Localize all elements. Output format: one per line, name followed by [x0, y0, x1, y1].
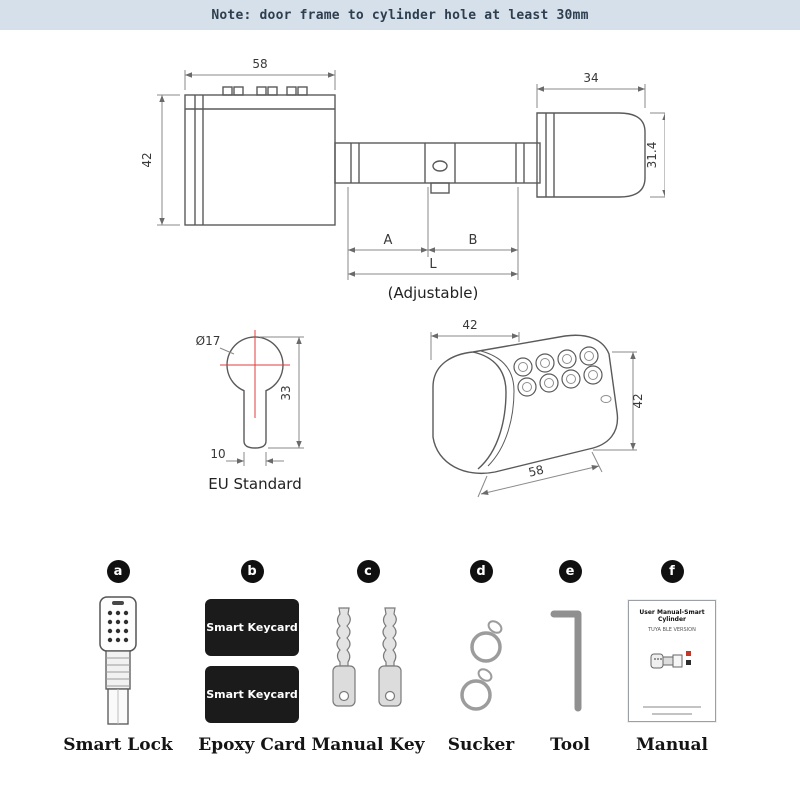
crosshair-centerlines [220, 330, 290, 418]
tool-image-area [544, 588, 596, 733]
cylinder-outline [185, 87, 645, 225]
item-letter: a [113, 564, 123, 579]
cylinder-technical-drawing [135, 52, 665, 307]
item-label: Tool [550, 735, 590, 755]
dim-stem-width: 10 [210, 447, 226, 461]
dim-knob-top-width: 42 [462, 318, 478, 332]
smart-lock-icon [80, 594, 156, 728]
allen-wrench-icon [544, 605, 596, 717]
dim-knob-length: 58 [527, 462, 546, 480]
eu-standard-label: EU Standard [208, 475, 302, 493]
eu-profile-drawing [180, 318, 360, 503]
sucker-image-area [433, 588, 529, 733]
manual-fineprint-bar [643, 706, 701, 708]
package-item-manual-key [310, 560, 426, 755]
manual-key-image-area [316, 588, 420, 733]
package-item-epoxy-card [192, 560, 312, 755]
manual-cover-image [649, 645, 695, 677]
package-item-manual [612, 560, 732, 755]
item-label: Manual Key [311, 735, 425, 755]
item-letter-badge [107, 560, 130, 583]
item-letter: b [247, 564, 257, 579]
item-letter: c [364, 564, 372, 579]
keycard-text: Smart Keycard [206, 620, 298, 634]
package-item-tool [534, 560, 606, 755]
smart-lock-image-area [80, 588, 156, 733]
item-letter: f [669, 564, 675, 579]
note-banner [0, 0, 800, 30]
item-letter-badge [470, 560, 493, 583]
item-label: Epoxy Card [198, 735, 306, 755]
note-text: Note: door frame to cylinder hole at least 30mm [211, 7, 589, 23]
dimension-lines [157, 70, 665, 280]
keycard-text: Smart Keycard [206, 687, 298, 701]
keys-icon [316, 602, 420, 720]
dim-body-height: 42 [140, 152, 154, 168]
manual-fineprint-bar [652, 713, 692, 715]
item-label: Manual [635, 735, 709, 755]
dim-l-label: L [429, 257, 437, 272]
item-letter-badge [357, 560, 380, 583]
item-letter-badge [241, 560, 264, 583]
item-letter-badge [661, 560, 684, 583]
smart-knob-drawing [415, 312, 650, 517]
manual-title: User Manual-Smart Cylinder [639, 608, 705, 623]
keycard [205, 666, 299, 723]
adjustable-label: (Adjustable) [387, 284, 479, 302]
item-letter-badge [559, 560, 582, 583]
manual-subtitle: TUYA BLE VERSION [648, 626, 696, 633]
package-item-smart-lock [58, 560, 178, 755]
package-item-sucker [428, 560, 534, 755]
item-letter: d [476, 564, 486, 579]
dim-b-label: B [468, 233, 478, 248]
item-label: Smart Lock [63, 735, 173, 755]
item-label: Sucker [447, 735, 515, 755]
keycard [205, 599, 299, 656]
manual-booklet [628, 600, 716, 722]
dim-knob-width: 34 [583, 71, 599, 85]
dim-knob-height: 31.4 [645, 141, 659, 169]
item-letter: e [565, 564, 575, 579]
epoxy-card-image-area [205, 588, 299, 733]
sucker-rings-icon [433, 605, 529, 717]
manual-image-area [628, 588, 716, 733]
dim-profile-height: 33 [279, 385, 293, 401]
dim-body-width: 58 [252, 57, 268, 71]
dim-a-label: A [383, 233, 393, 248]
dim-diameter: Ø17 [195, 334, 221, 348]
dim-knob-side-height: 42 [631, 393, 645, 409]
keypad-buttons [514, 347, 611, 403]
